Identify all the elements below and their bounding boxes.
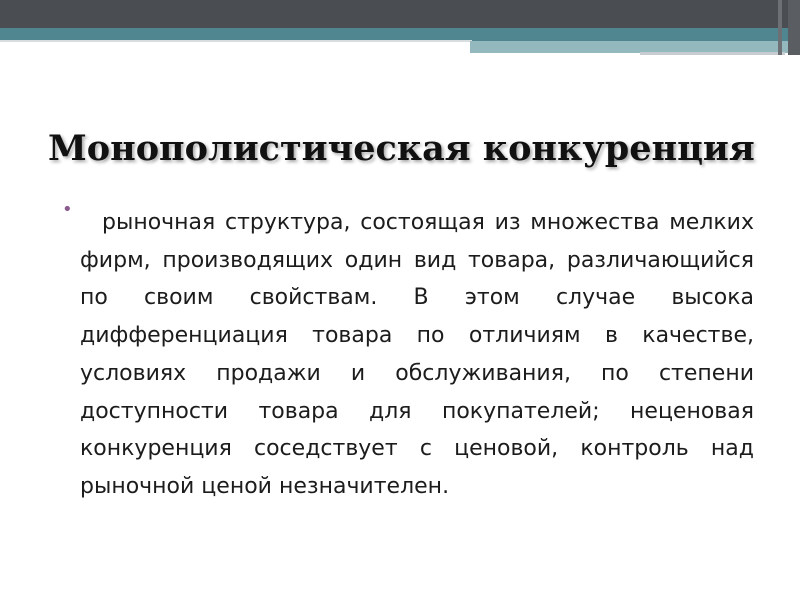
slide-title: Монополистическая конкуренция bbox=[48, 128, 755, 169]
bullet-icon: • bbox=[62, 199, 73, 220]
top-band-right-corner bbox=[788, 0, 800, 55]
top-band-right-accent bbox=[778, 0, 782, 55]
top-band-thin-line bbox=[640, 52, 785, 55]
top-band-divider bbox=[0, 40, 472, 42]
bullet-paragraph: рыночная структура, состоящая из множества мелких фирм, производящих один вид товара, различающийся по своим свойствам. В этом случае высока дифференциация товара по отличиям в качестве, условиях продажи и обслуживания, по степени доступности товара для покупателей; неценовая конкуренция соседствует с ценовой, контроль над рыночной ценой незначителен. bbox=[80, 210, 754, 499]
top-band-dark bbox=[0, 0, 800, 28]
